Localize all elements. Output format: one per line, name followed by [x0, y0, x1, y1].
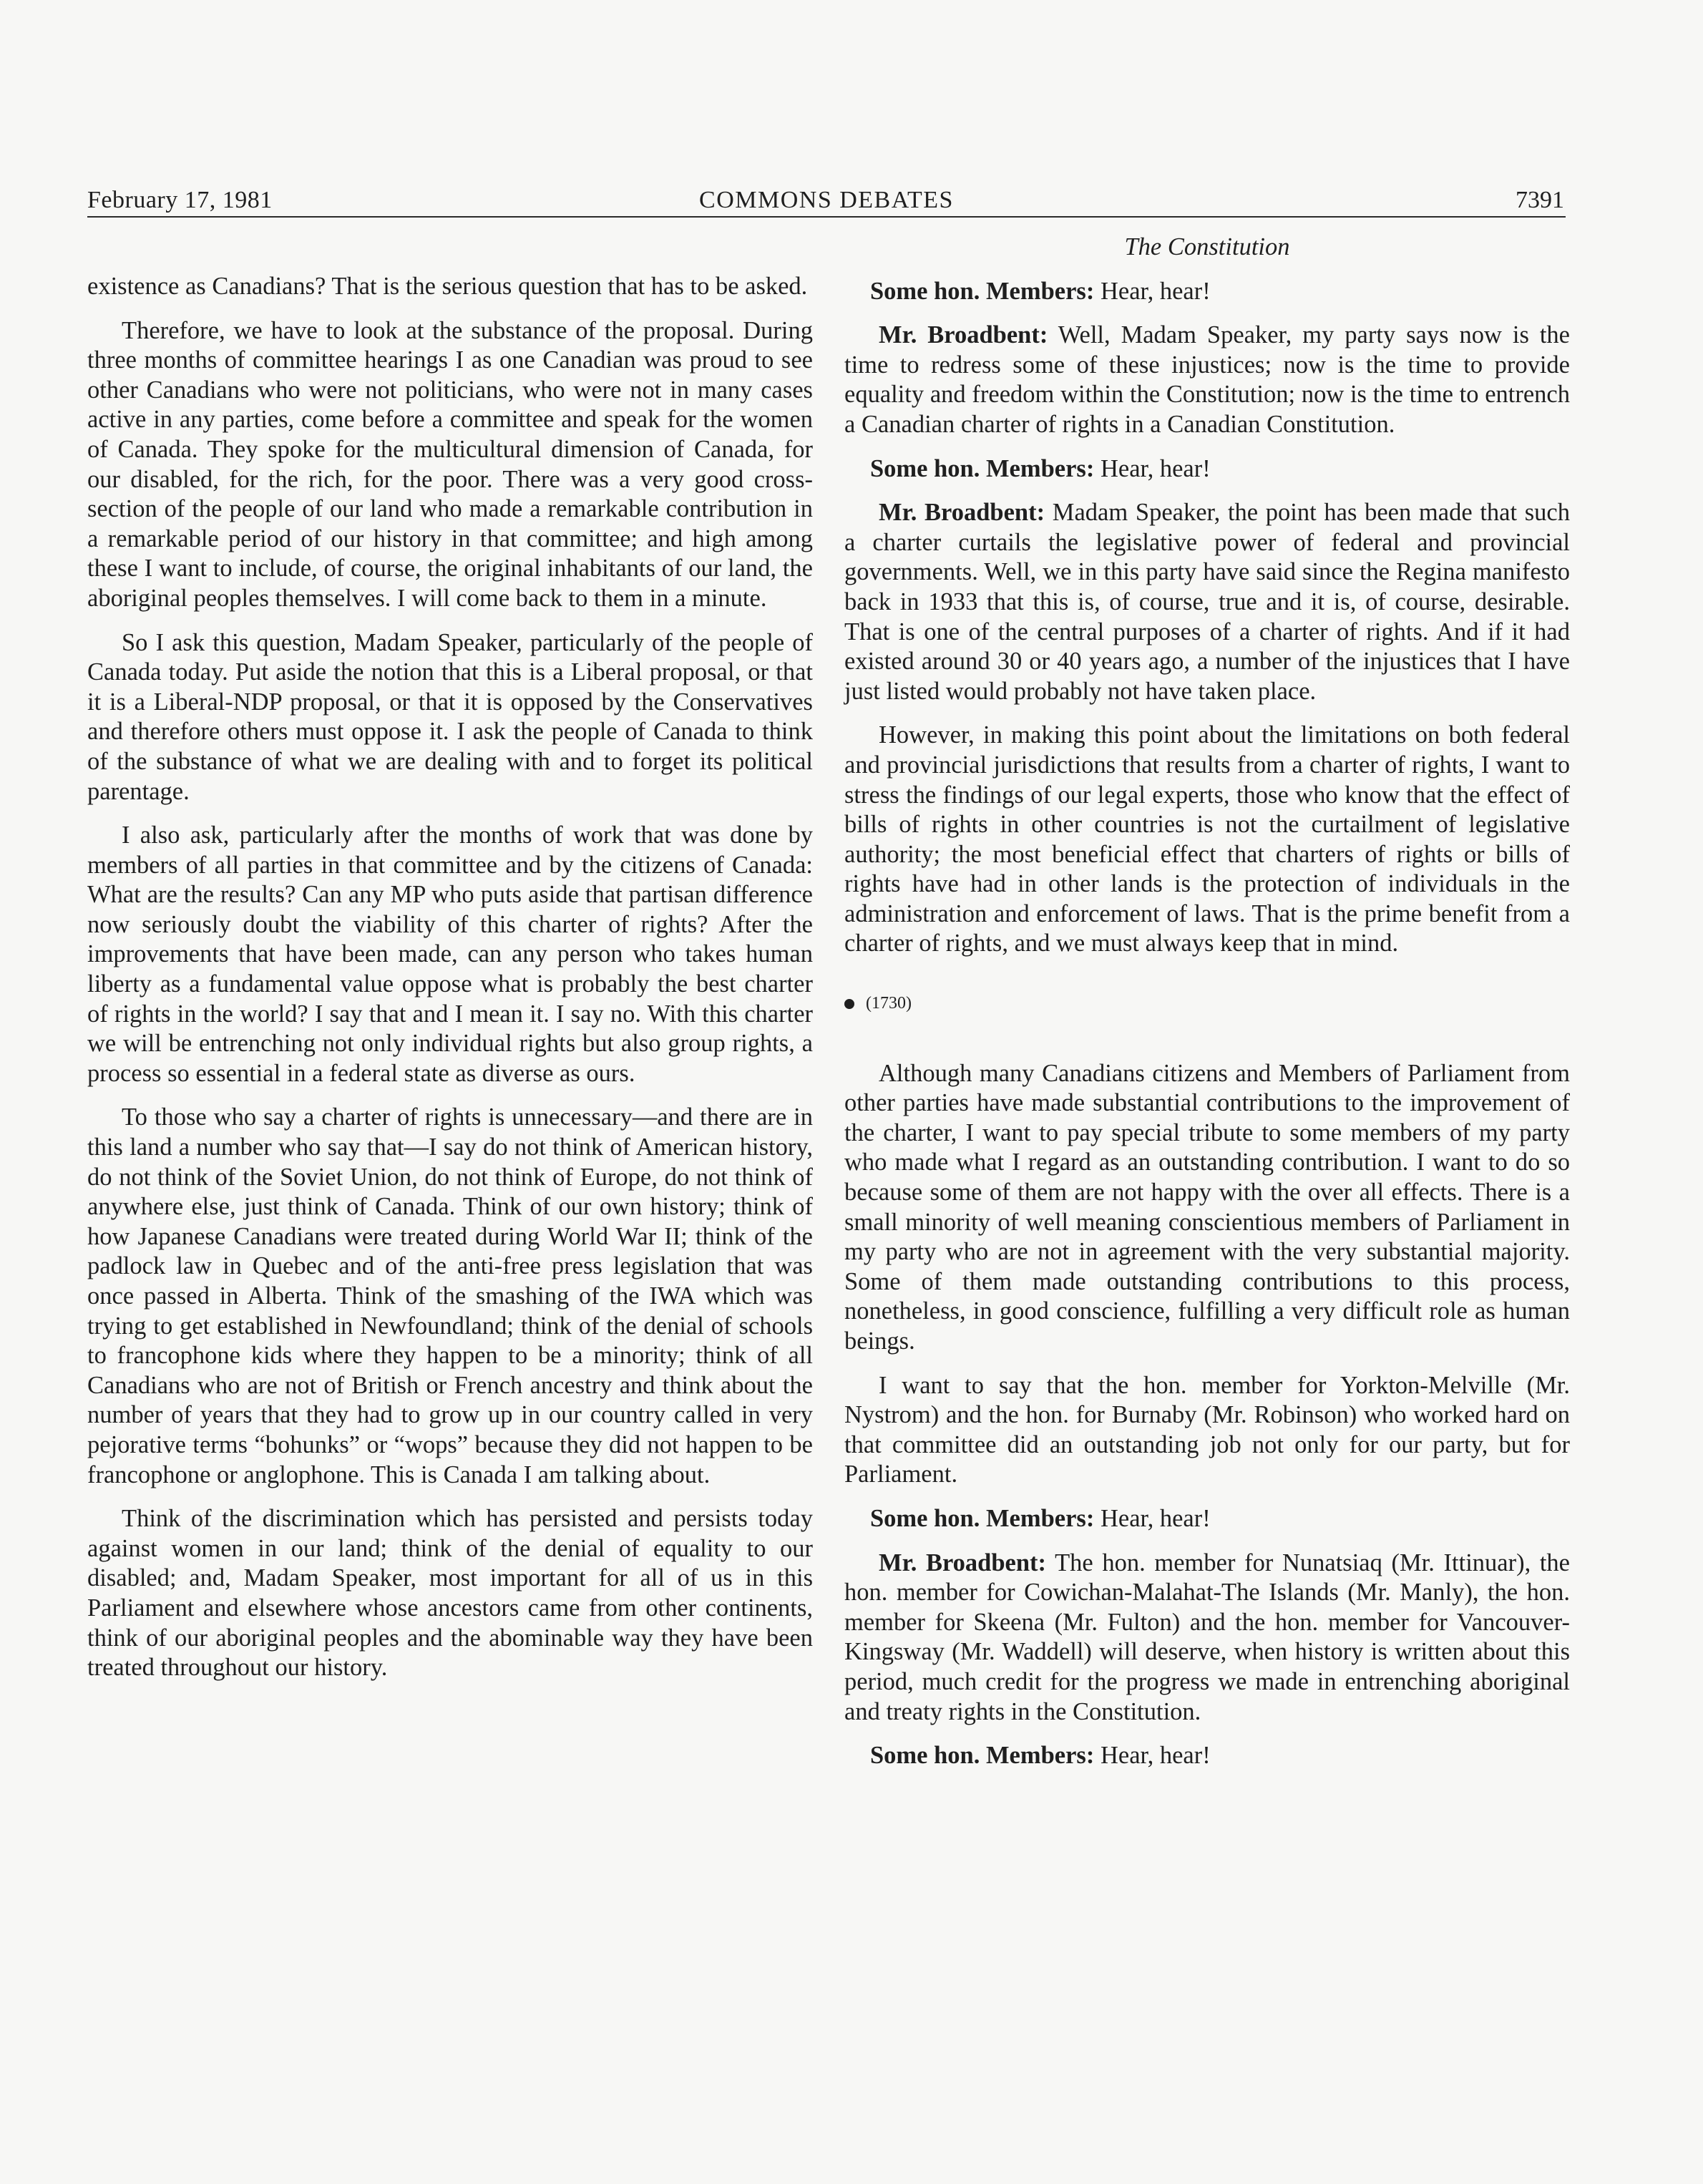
paragraph: To those who say a charter of rights is unnecessary—and there are in this land a number who say that—I say do not think of American history, do not think of the Soviet Union, do not think of Europe, do not think of anywhere else, just think of Canada. Think of our own history; think of how Japanese Canadians were treated during World War II; think of the padlock law in Quebec and of the anti-free press legislation that was once passed in Alberta. Think of the smashing of the IWA which was trying to get established in Newfoundland; think of the denial of schools to francophone kids where they happen to be a minority; think of all Canadians who are not of British or French ancestry and think about the number of years that they had to grow up in our country called in very pejorative terms “bohunks” or “wops” because they did not happen to be francophone or anglophone. This is Canada I am talking about.	[87, 1103, 813, 1488]
speaker-label: Mr. Broadbent:	[879, 321, 1048, 349]
speaker-label: Some hon. Members:	[870, 1742, 1095, 1770]
speaker-label: Some hon. Members:	[870, 277, 1095, 305]
subject-heading: The Constitution	[1124, 233, 1290, 260]
right-column	[844, 233, 1570, 1785]
paragraph: existence as Canadians? That is the serious question that has to be asked.	[87, 273, 808, 300]
interjection	[844, 454, 1570, 484]
running-header	[87, 179, 1566, 218]
speaker-label: Mr. Broadbent:	[879, 1549, 1047, 1576]
paragraph: I also ask, particularly after the months of work that was done by members of all parties in that committee and by the citizens of Canada: What are the results? Can any MP who puts aside that partisan difference now seriously doubt the viability of this charter of rights? After the improvements that have been made, can any person who takes human liberty as a fundamental value oppose what is probably the best charter of rights in the world? I say that and I mean it. I say no. With this charter we will be entrenching not only individual rights but also group rights, a process so essential in a federal state as diverse as ours.	[87, 822, 813, 1087]
speech-text: The hon. member for Nunatsiaq (Mr. Ittinuar), the hon. member for Cowichan-Malahat-The Islands (Mr. Manly), the hon. member for Skeena (Mr. Fulton) and the hon. member for Vancouver-Kingsway (Mr. Waddell) will deserve, when history is written about this period, much credit for the progress we made in entrenching aboriginal and treaty rights in the Constitution.	[844, 1549, 1570, 1725]
interjection-text: Hear, hear!	[1100, 454, 1211, 482]
header-page-number: 7391	[1516, 187, 1564, 213]
speaker-label: Some hon. Members:	[870, 1504, 1095, 1532]
header-date: February 17, 1981	[87, 187, 273, 213]
paragraph: Therefore, we have to look at the substance of the proposal. During three months of committee hearings I as one Canadian was proud to see other Canadians who were not politicians, who were not in many cases active in any parties, come before a committee and speak for the women of Canada. They spoke for the multicultural dimension of Canada, for our disabled, for the rich, for the poor. There was a very good cross-section of the people of our land who made a remarkable contribution in a remarkable period of our history in that committee; and high among these I want to include, of course, the original inhabitants of our land, the aboriginal peoples themselves. I will come back to them in a minute.	[87, 316, 813, 612]
time-marker	[844, 989, 1570, 1019]
interjection-text: Hear, hear!	[1100, 277, 1211, 305]
speech	[844, 1549, 1570, 1727]
time-marker-text: (1730)	[866, 994, 912, 1013]
speech	[844, 321, 1570, 439]
paragraph: Although many Canadians citizens and Members of Parliament from other parties have made substantial contributions to the improvement of the charter, I want to pay special tribute to some members of my party who made what I regard as an outstanding contribution. I want to do so because some of them are not happy with the over all effects. There is a small minority of well meaning conscientious members of Parliament in my party who are not in agreement with the very substantial majority. Some of them made outstanding contributions to this process, nonetheless, in good conscience, fulfilling a very difficult role as human beings.	[844, 1059, 1570, 1355]
paragraph: Think of the discrimination which has persisted and persists today against women in our land; think of the denial of equality to our disabled; and, Madam Speaker, most important for all of us in this Parliament and elsewhere whose ancestors came from other continents, think of our aboriginal peoples and the abominable way they have been treated throughout our history.	[87, 1505, 813, 1682]
interjection-text: Hear, hear!	[1100, 1504, 1211, 1532]
paragraph: I want to say that the hon. member for Yorkton-Melville (Mr. Nystrom) and the hon. for Burnaby (Mr. Robinson) who worked hard on that committee did an outstanding job not only for our party, but for Parliament.	[844, 1371, 1570, 1488]
bullet-icon	[844, 999, 854, 1009]
paragraph: However, in making this point about the limitations on both federal and provincial jurisdictions that results from a charter of rights, I want to stress the findings of our legal experts, those who know that the effect of bills of rights in other countries is not the curtailment of legislative authority; the most beneficial effect that charters of rights or bills of rights have had in other lands is the protection of individuals in the administration and enforcement of laws. That is the prime benefit from a charter of rights, and we must always keep that in mind.	[844, 721, 1570, 957]
speaker-label: Mr. Broadbent:	[879, 499, 1045, 527]
speech-text: Madam Speaker, the point has been made that such a charter curtails the legislative power of federal and provincial governments. Well, we in this party have said since the Regina manifesto back in 1933 that this is, of course, true and it is, of course, desirable. That is one of the central purposes of a charter of rights. And if it had existed around 30 or 40 years ago, a number of the injustices that I have just listed would probably not have taken place.	[844, 499, 1570, 705]
interjection	[844, 1741, 1570, 1771]
header-journal-title: COMMONS DEBATES	[699, 187, 954, 213]
interjection	[844, 277, 1570, 307]
left-column	[87, 272, 813, 1697]
interjection-text: Hear, hear!	[1100, 1742, 1211, 1770]
speaker-label: Some hon. Members:	[870, 454, 1095, 482]
speech	[844, 498, 1570, 706]
interjection	[844, 1504, 1570, 1534]
speech-text: Well, Madam Speaker, my party says now is the time to redress some of these injustices; now is the time to provide equality and freedom within the Constitution; now is the time to entrench a Canadian charter of rights in a Canadian Constitution.	[844, 321, 1570, 438]
paragraph: So I ask this question, Madam Speaker, particularly of the people of Canada today. Put aside the notion that this is a Liberal proposal, or that it is a Liberal-NDP proposal, or that it is opposed by the Conservatives and therefore others must oppose it. I ask the people of Canada to think of the substance of what we are dealing with and to forget its political parentage.	[87, 628, 813, 805]
